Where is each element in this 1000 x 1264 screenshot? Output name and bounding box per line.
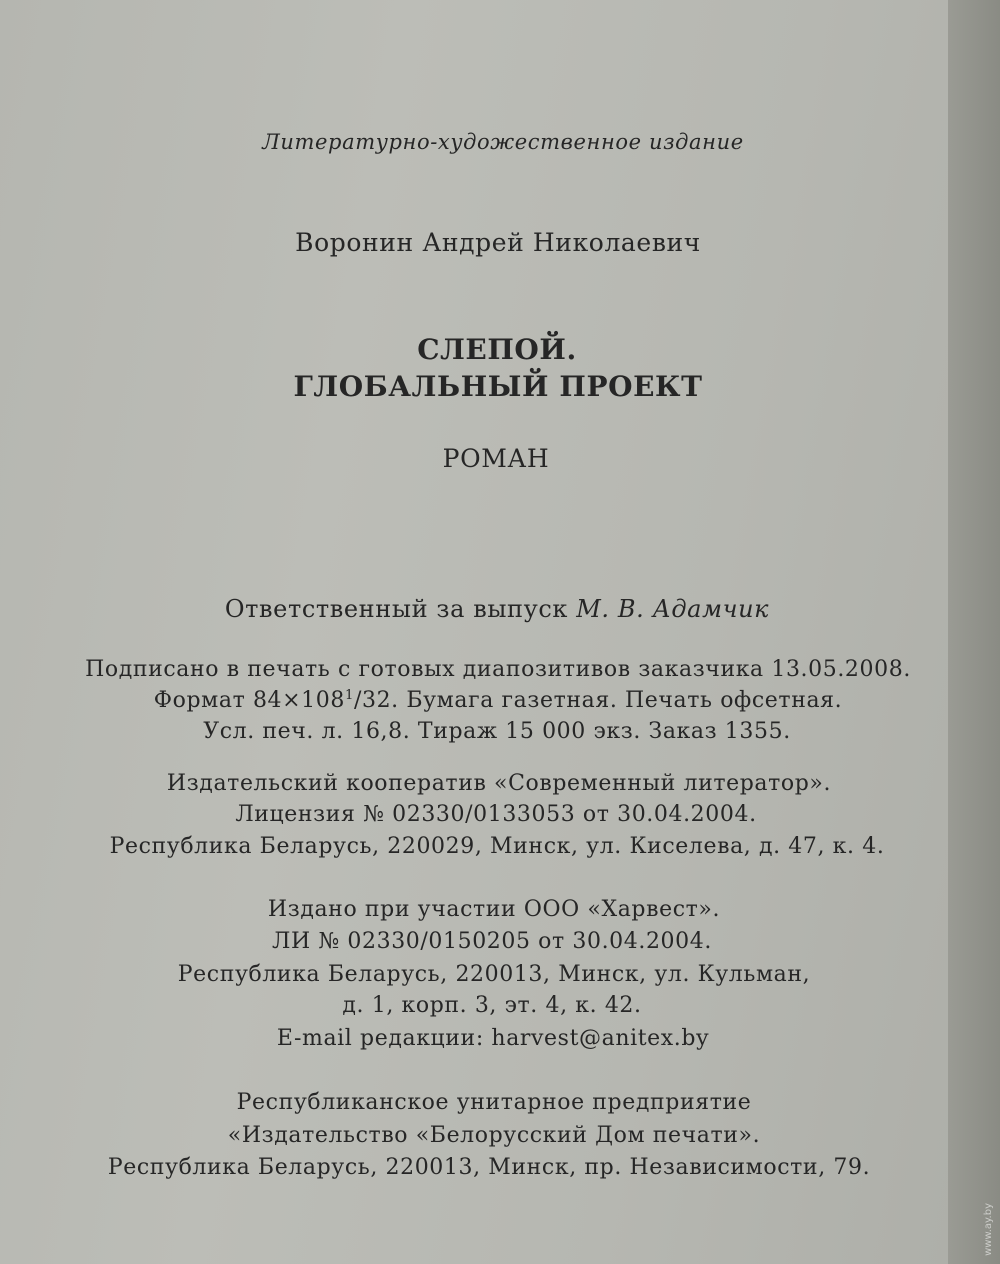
subtitle: РОМАН <box>442 444 550 473</box>
format-superscript: 1 <box>344 688 354 704</box>
format-label: Формат 84×108 <box>153 688 345 713</box>
harvest-line-3: Республика Беларусь, 220013, Минск, ул. Кульман, <box>177 962 811 987</box>
harvest-line-1: Издано при участии ООО «Харвест». <box>267 897 721 922</box>
print-info-line-2 <box>154 688 842 713</box>
author-name: Воронин Андрей Николаевич <box>295 228 701 257</box>
print-info-line-3: Усл. печ. л. 16,8. Тираж 15 000 экз. Заказ 1355. <box>203 719 791 744</box>
title-line-1: СЛЕПОЙ. <box>417 333 577 366</box>
publisher-line-2: Лицензия № 02330/0133053 от 30.04.2004. <box>235 802 757 827</box>
printer-line-1: Республиканское унитарное предприятие <box>236 1090 752 1115</box>
format-rest: /32. Бумага газетная. Печать офсетная. <box>353 688 843 713</box>
responsible-name: М. В. Адамчик <box>576 595 770 623</box>
printer-line-3: Республика Беларусь, 220013, Минск, пр. Независимости, 79. <box>107 1155 871 1180</box>
title-line-2: ГЛОБАЛЬНЫЙ ПРОЕКТ <box>293 370 703 403</box>
printer-line-2: «Издательство «Белорусский Дом печати». <box>227 1123 761 1148</box>
harvest-line-4: д. 1, корп. 3, эт. 4, к. 42. <box>342 993 642 1018</box>
site-watermark: www.ay.by <box>983 1203 994 1256</box>
genre-line: Литературно-художественное издание <box>262 130 744 154</box>
page-edge-shadow <box>948 0 1000 1264</box>
harvest-email-line: E-mail редакции: harvest@anitex.by <box>276 1026 710 1051</box>
harvest-line-2: ЛИ № 02330/0150205 от 30.04.2004. <box>272 929 712 954</box>
print-info-line-1: Подписано в печать с готовых диапозитивов заказчика 13.05.2008. <box>85 657 911 682</box>
responsible-line <box>225 595 769 623</box>
publisher-line-3: Республика Беларусь, 220029, Минск, ул. Киселева, д. 47, к. 4. <box>109 834 885 859</box>
publisher-line-1: Издательский кооператив «Современный литератор». <box>166 771 832 796</box>
responsible-label: Ответственный за выпуск <box>224 595 569 623</box>
